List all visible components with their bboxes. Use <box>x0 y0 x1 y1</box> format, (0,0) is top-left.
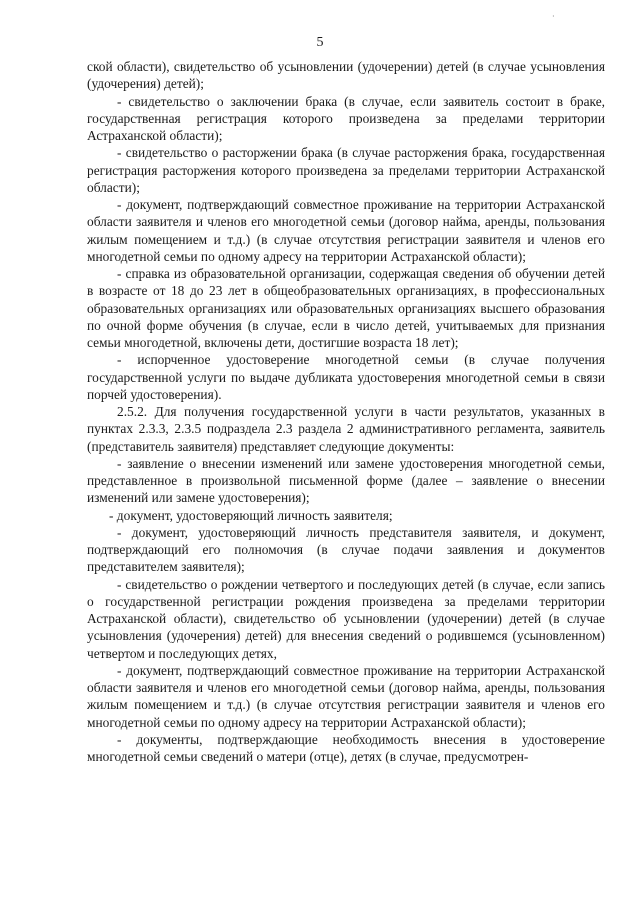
list-item-representative-id: - документ, удостоверяющий личность представителя заявителя, и документ, подтверждающий его полномочия (в случае подачи заявления и документов представителем заявителя); <box>87 524 605 575</box>
section-2-5-2: 2.5.2. Для получения государственной услуги в части результатов, указанных в пунктах 2.3.3, 2.3.5 подраздела 2.3 раздела 2 административного регламента, заявитель (представитель заявителя) представляет следующие документы: <box>87 404 605 454</box>
list-item-cohabitation-document-2: - документ, подтверждающий совместное проживание на территории Астраханской области заявителя и членов его многодетной семьи (договор найма, аренды, пользования жилым помещением и т.д.) (в случае отсутствия регистрации заявителя и членов его многодетной семьи по одному адресу на территории Астраханской области); <box>87 662 605 730</box>
list-item-birth-certificate: - свидетельство о рождении четвертого и последующих детей (в случае, если запись о государственной регистрации рождения произведена за пределами территории Астраханской области), свидетельство об усыновлении (удочерении) детей (в случае усыновления (удочерения) детей) для внесения сведений о родившемся (усыновленном) четвертом и последующих детях, <box>87 576 605 661</box>
list-item-cohabitation-document: - документ, подтверждающий совместное проживание на территории Астраханской области заявителя и членов его многодетной семьи (договор найма, аренды, пользования жилым помещением и т.д.) (в случае отсутствия регистрации заявителя и членов его многодетной семьи по одному адресу на территории Астраханской области); <box>87 197 605 264</box>
list-item-damaged-certificate: - испорченное удостоверение многодетной семьи (в случае получения государственной услуги по выдаче дубликата удостоверения многодетной семьи в связи порчей удостоверения). <box>87 352 605 402</box>
list-item-marriage-certificate: - свидетельство о заключении брака (в случае, если заявитель состоит в браке, государственная регистрация которого произведена за пределами территории Астраханской области); <box>87 93 605 143</box>
page-number: 5 <box>316 35 324 50</box>
paragraph-continuation: ской области), свидетельство об усыновлении (удочерении) детей (в случае усыновления (удочерения) детей); <box>87 59 605 92</box>
list-item-divorce-certificate: - свидетельство о расторжении брака (в случае расторжения брака, государственная регистрация расторжения которого произведена за пределами территории Астраханской области); <box>87 145 605 195</box>
list-item-change-application: - заявление о внесении изменений или замене удостоверения многодетной семьи, представленное в произвольной письменной форме (далее – заявление о внесении изменений или замене удостоверения); <box>87 455 605 506</box>
list-item-change-justification: - документы, подтверждающие необходимость внесения в удостоверение многодетной семьи сведений о матери (отце), детях (в случае, предусмотрен- <box>87 731 605 764</box>
list-item-education-certificate: - справка из образовательной организации, содержащая сведения об обучении детей в возрасте от 18 до 23 лет в общеобразовательных организациях, в профессиональных образовательных организациях или образовательных организациях высшего образования по очной форме обучения (в случае, если в число детей, учитываемых для признания семьи многодетной, включены дети, достигшие возраста 18 лет); <box>87 266 605 350</box>
corner-mark: · <box>552 12 555 21</box>
document-body <box>87 58 605 765</box>
list-item-applicant-id: - документ, удостоверяющий личность заявителя; <box>109 507 393 523</box>
